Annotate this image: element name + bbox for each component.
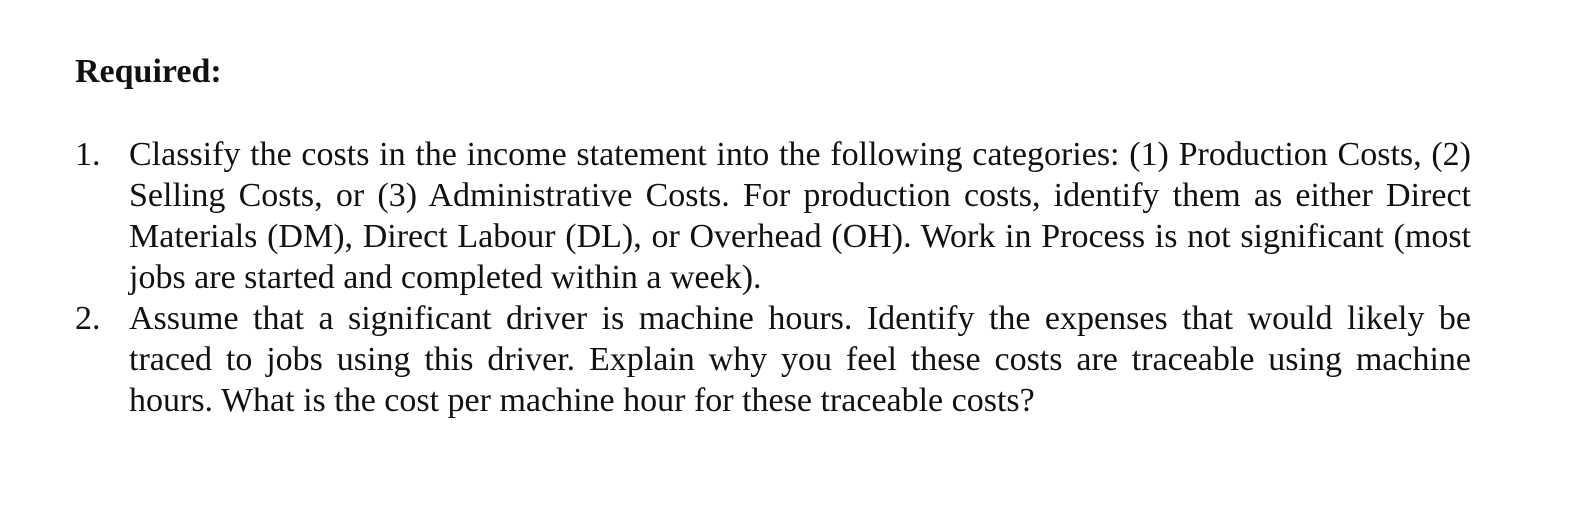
list-item [75, 298, 1471, 421]
list-item-text: Classify the costs in the income statement into the following categories: (1) Production Costs, (2) Selling Costs, or (3) Administrative Costs. For production costs, identify them as either Direct Materials (DM), Direct Labour (DL), or Overhead (OH). Work in Process is not significant (most jobs are started and completed within a week). [129, 136, 1471, 296]
list-item [75, 134, 1471, 298]
required-heading: Required: [75, 53, 222, 90]
requirements-list [75, 134, 1471, 421]
list-item-number: 2. [75, 300, 101, 337]
list-item-text: Assume that a significant driver is machine hours. Identify the expenses that would likely be traced to jobs using this driver. Explain why you feel these costs are traceable using machine hours. What is the cost per machine hour for these traceable costs? [129, 300, 1471, 419]
list-item-number: 1. [75, 136, 101, 173]
